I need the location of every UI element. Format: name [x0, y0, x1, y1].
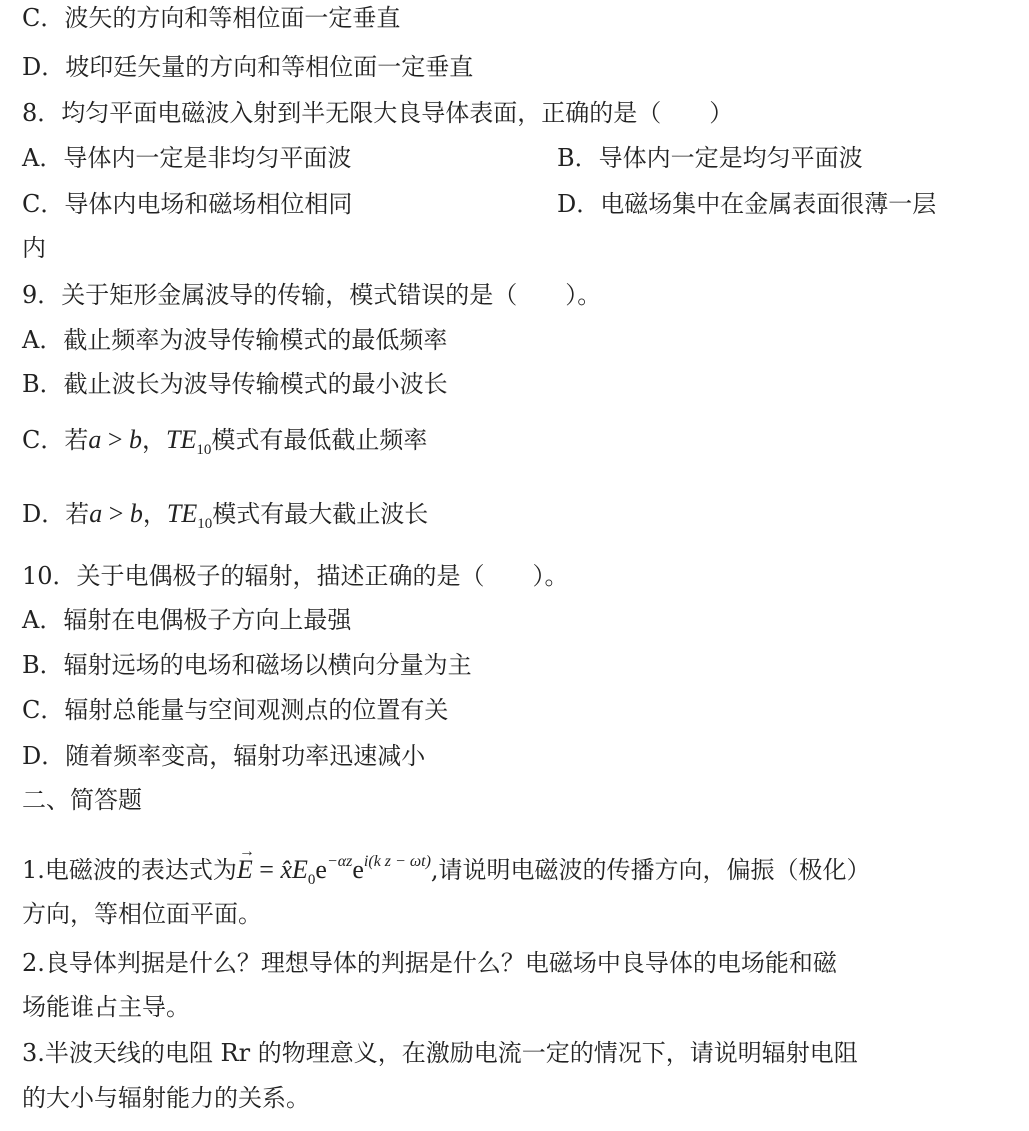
option-8d: D．电磁场集中在金属表面很薄一层 [557, 190, 937, 218]
short-question-3: 3.半波天线的电阻 Rr 的物理意义，在激励电流一定的情况下，请说明辐射电阻 [22, 1039, 858, 1067]
te-sub: 10 [197, 516, 213, 532]
exp-base-1: e [315, 855, 327, 884]
eq: = [252, 855, 281, 884]
rest: 模式有最大截止波长 [212, 500, 429, 528]
comma: ， [142, 500, 167, 528]
option-9d [22, 498, 428, 540]
vector-e: → E [237, 854, 253, 886]
option-10a: A．辐射在电偶极子方向上最强 [22, 606, 352, 634]
gt: > [101, 425, 130, 454]
exponent-1: −αz [326, 853, 353, 870]
option-10c: C．辐射总能量与空间观测点的位置有关 [22, 696, 449, 724]
short-question-3-wrap: 的大小与辐射能力的关系。 [22, 1084, 310, 1112]
var-a: a [88, 425, 102, 454]
option-10b: B．辐射远场的电场和磁场以横向分量为主 [22, 651, 472, 679]
option-9b: B．截止波长为波导传输模式的最小波长 [22, 370, 448, 398]
e0-sub: 0 [307, 872, 316, 888]
option-9a: A．截止频率为波导传输模式的最低频率 [22, 326, 448, 354]
var-b: b [129, 499, 143, 528]
rest: 模式有最低截止频率 [211, 426, 428, 454]
e0: E [292, 855, 308, 884]
prefix: 1.电磁波的表达式为 [22, 856, 237, 884]
option-7d: D．坡印廷矢量的方向和等相位面一定垂直 [22, 53, 474, 81]
question-9: 9．关于矩形金属波导的传输，模式错误的是（ ）。 [22, 281, 602, 309]
question-10: 10．关于电偶极子的辐射，描述正确的是（ ）。 [22, 562, 569, 590]
short-question-2: 2.良导体判据是什么？理想导体的判据是什么？电磁场中良导体的电场能和磁 [22, 949, 837, 977]
te-sub: 10 [196, 442, 212, 458]
te: TE [166, 499, 198, 528]
comma: ， [142, 426, 167, 454]
option-9c [22, 424, 427, 466]
var-b: b [129, 425, 143, 454]
var-a: a [89, 499, 103, 528]
option-8a: A．导体内一定是非均匀平面波 [22, 144, 352, 172]
short-question-1 [22, 846, 871, 896]
question-8: 8．均匀平面电磁波入射到半无限大良导体表面，正确的是（ ） [22, 99, 734, 127]
option-8b: B．导体内一定是均匀平面波 [557, 144, 863, 172]
label: C．若 [22, 426, 89, 454]
exponent-2: i(k z − ωt) [363, 853, 431, 870]
gt: > [102, 499, 130, 528]
option-10d: D．随着频率变高，辐射功率迅速减小 [22, 742, 426, 770]
section-heading: 二、简答题 [22, 786, 142, 814]
option-8c: C．导体内电场和磁场相位相同 [22, 190, 353, 218]
short-question-1-wrap: 方向，等相位面平面。 [22, 900, 262, 928]
exp-base-2: e [352, 855, 364, 884]
option-7c: C．波矢的方向和等相位面一定垂直 [22, 4, 401, 32]
suffix: ,请说明电磁波的传播方向，偏振（极化） [430, 856, 871, 884]
label: D．若 [22, 500, 90, 528]
xhat: x̂ [280, 855, 293, 884]
option-8d-wrap: 内 [22, 234, 46, 262]
te: TE [166, 425, 197, 454]
short-question-2-wrap: 场能谁占主导。 [22, 993, 190, 1021]
